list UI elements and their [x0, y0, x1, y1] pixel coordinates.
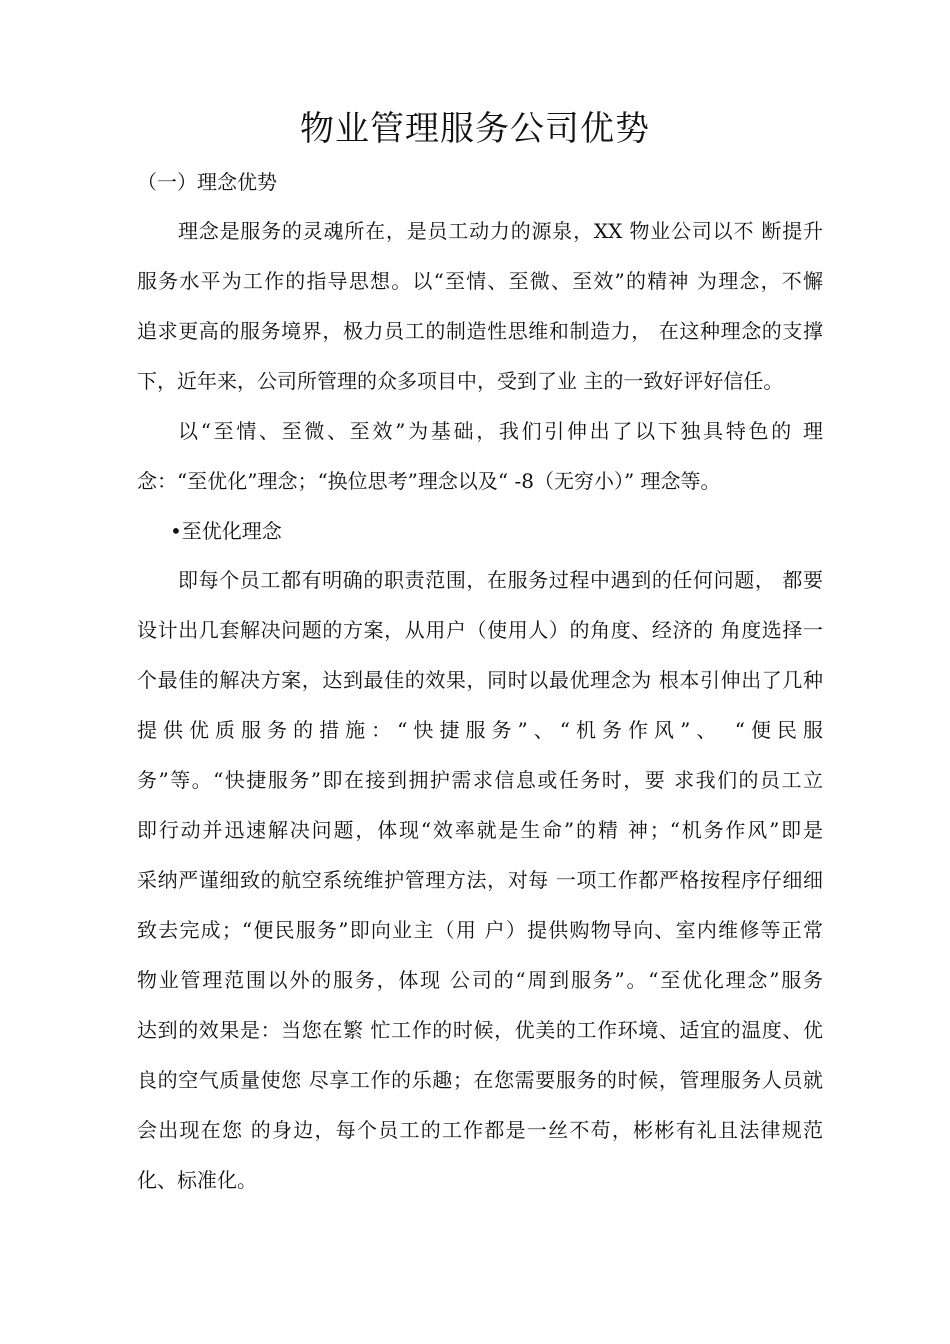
paragraph-2-line-2: 念：“至优化”理念；“换位思考”理念以及“ -8（无穷小）” 理念等。	[137, 469, 721, 493]
section-heading: （一）理念优势	[137, 170, 277, 194]
paragraph-3-line-7: 采纳严谨细致的航空系统维护管理方法，对每 一项工作都严格按程序仔细细	[137, 868, 823, 892]
paragraph-3-line-3: 个最佳的解决方案，达到最佳的效果，同时以最优理念为 根本引伸出了几种	[137, 668, 823, 692]
paragraph-3-line-9: 物业管理范围以外的服务，体现 公司的“周到服务”。“至优化理念”服务	[137, 968, 823, 992]
bullet-heading: •至优化理念	[170, 519, 282, 543]
paragraph-1-line-4: 下，近年来，公司所管理的众多项目中，受到了业 主的一致好评好信任。	[137, 369, 784, 393]
paragraph-3-line-10: 达到的效果是：当您在繁 忙工作的时候，优美的工作环境、适宜的温度、优	[137, 1018, 823, 1042]
document-title: 物业管理服务公司优势	[300, 109, 650, 149]
paragraph-3-line-6: 即行动并迅速解决问题，体现“效率就是生命”的精 神；“机务作风”即是	[137, 818, 823, 842]
paragraph-1-line-2: 服务水平为工作的指导思想。以“至情、至微、至效”的精神 为理念，不懈	[137, 269, 823, 293]
paragraph-3-line-4: 提供优质服务的措施：“快捷服务”、“机务作风”、 “便民服	[137, 718, 823, 742]
paragraph-1-line-3: 追求更高的服务境界，极力员工的制造性思维和制造力， 在这种理念的支撑	[137, 319, 823, 343]
paragraph-3-line-1: 即每个员工都有明确的职责范围，在服务过程中遇到的任何问题， 都要	[178, 568, 823, 592]
paragraph-3-line-5: 务”等。“快捷服务”即在接到拥护需求信息或任务时，要 求我们的员工立	[137, 768, 823, 792]
paragraph-3-line-13: 化、标准化。	[137, 1168, 257, 1192]
paragraph-3-line-12: 会出现在您 的身边，每个员工的工作都是一丝不苟，彬彬有礼且法律规范	[137, 1118, 823, 1142]
paragraph-3-line-8: 致去完成；“便民服务”即向业主（用 户）提供购物导向、室内维修等正常	[137, 918, 823, 942]
paragraph-2-line-1: 以“至情、至微、至效”为基础，我们引伸出了以下独具特色的 理	[178, 419, 823, 443]
paragraph-1-line-1: 理念是服务的灵魂所在，是员工动力的源泉，XX 物业公司以不 断提升	[178, 219, 823, 243]
paragraph-3-line-2: 设计出几套解决问题的方案，从用户（使用人）的角度、经济的 角度选择一	[137, 618, 823, 642]
paragraph-3-line-11: 良的空气质量使您 尽享工作的乐趣；在您需要服务的时候，管理服务人员就	[137, 1068, 823, 1092]
